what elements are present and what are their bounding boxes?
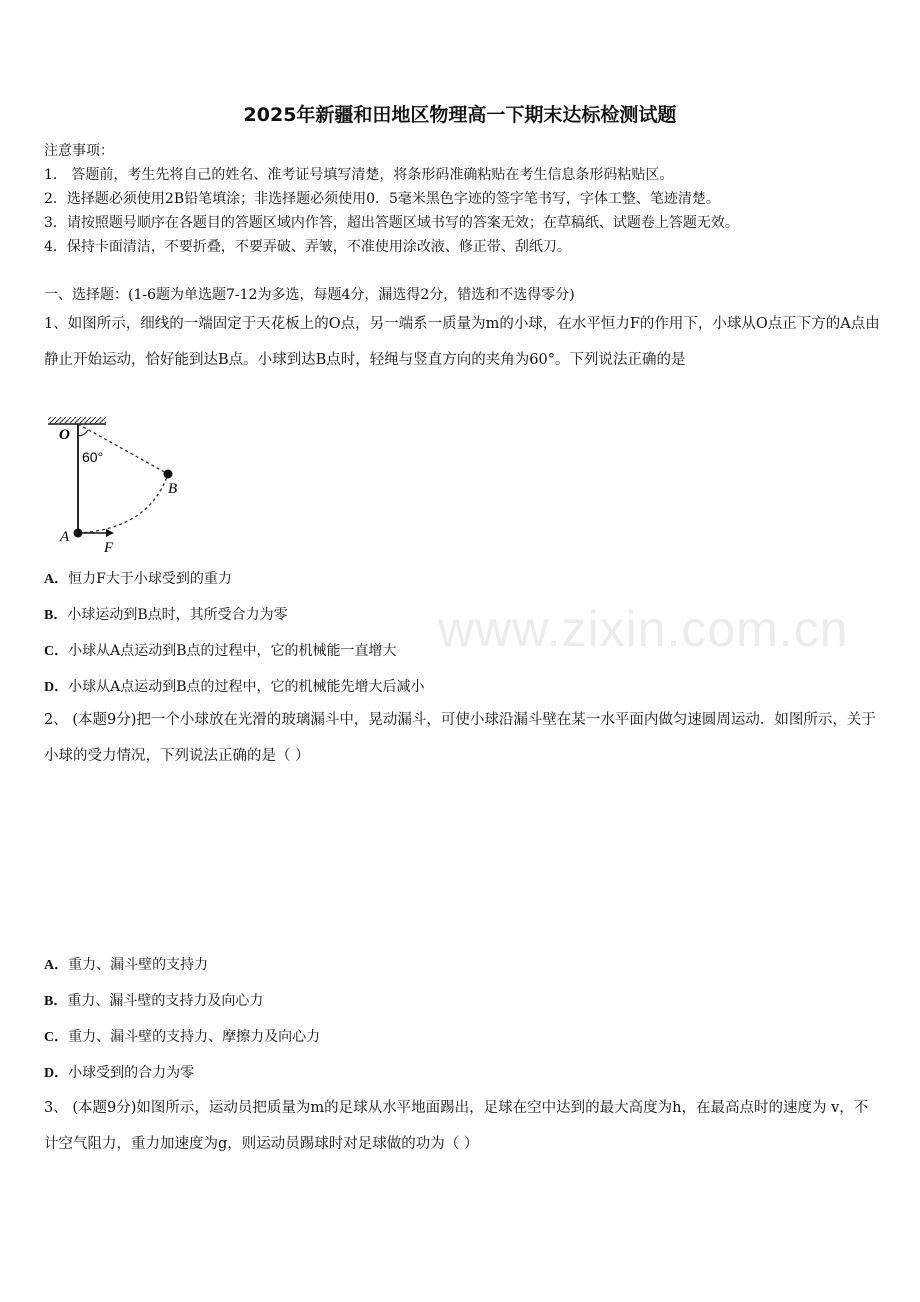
question-2-stem: 2、 (本题9分)把一个小球放在光滑的玻璃漏斗中，晃动漏斗，可使小球沿漏斗壁在某一水平面内做匀速圆周运动．如图所示，关于小球的受力情况，下列说法正确的是（ ） [44, 712, 876, 764]
angle-arc [78, 430, 88, 436]
notice-item-2: 2．选择题必须使用2B铅笔填涂；非选择题必须使用0．5毫米黑色字迹的签字笔书写，字体工整、笔迹清楚。 [44, 191, 720, 207]
q2-option-a: A．重力、漏斗壁的支持力 [44, 957, 209, 973]
label-angle: 60° [82, 449, 104, 465]
watermark: www.zixin.com.cn [438, 601, 849, 657]
q1-option-d: D．小球从A点运动到B点的过程中，它的机械能先增大后减小 [44, 679, 425, 695]
ceiling [48, 417, 106, 423]
q1-option-a: A．恒力F大于小球受到的重力 [44, 571, 232, 587]
notice-item-4: 4．保持卡面清洁，不要折叠，不要弄破、弄皱，不准使用涂改液、修正带、刮纸刀。 [44, 239, 571, 255]
ball-b [164, 470, 173, 479]
label-o: O [59, 427, 70, 443]
question-3-stem: 3、 (本题9分)如图所示，运动员把质量为m的足球从水平地面踢出，足球在空中达到的最大高度为h，在最高点时的速度为 v，不计空气阻力，重力加速度为g，则运动员踢球时对足球做的功为（ ） [44, 1100, 869, 1152]
question-1-stem: 1、如图所示，细线的一端固定于天花板上的O点，另一端系一质量为m的小球，在水平恒力F的作用下，小球从O点正下方的A点由静止开始运动，恰好能到达B点。小球到达B点时，轻绳与竖直方向的夹角为60°。下列说法正确的是 [44, 316, 880, 368]
section-heading: 一、选择题：(1-6题为单选题7-12为多选，每题4分，漏选得2分，错选和不选得零分) [44, 287, 575, 303]
notice-item-3: 3．请按照题号顺序在各题目的答题区域内作答，超出答题区域书写的答案无效；在草稿纸、试题卷上答题无效。 [44, 215, 739, 231]
label-b: B [168, 481, 178, 497]
force-arrowhead [106, 529, 114, 537]
label-f: F [104, 540, 114, 556]
q2-option-c: C．重力、漏斗壁的支持力、摩擦力及向心力 [44, 1029, 321, 1045]
q2-option-b: B．重力、漏斗壁的支持力及向心力 [44, 993, 264, 1009]
q1-option-b: B．小球运动到B点时，其所受合力为零 [44, 607, 288, 623]
label-a: A [60, 529, 70, 545]
arc-path [78, 474, 168, 533]
notice-heading: 注意事项： [44, 143, 114, 159]
q2-option-d: D．小球受到的合力为零 [44, 1065, 195, 1081]
page-title: 2025年新疆和田地区物理高一下期末达标检测试题 [243, 104, 677, 126]
pendulum-figure [44, 414, 194, 556]
ball-a [74, 529, 83, 538]
notice-item-1: 1． 答题前，考生先将自己的姓名、准考证号填写清楚，将条形码准确粘贴在考生信息条形码粘贴区。 [44, 167, 674, 183]
q1-option-c: C．小球从A点运动到B点的过程中，它的机械能一直增大 [44, 643, 397, 659]
